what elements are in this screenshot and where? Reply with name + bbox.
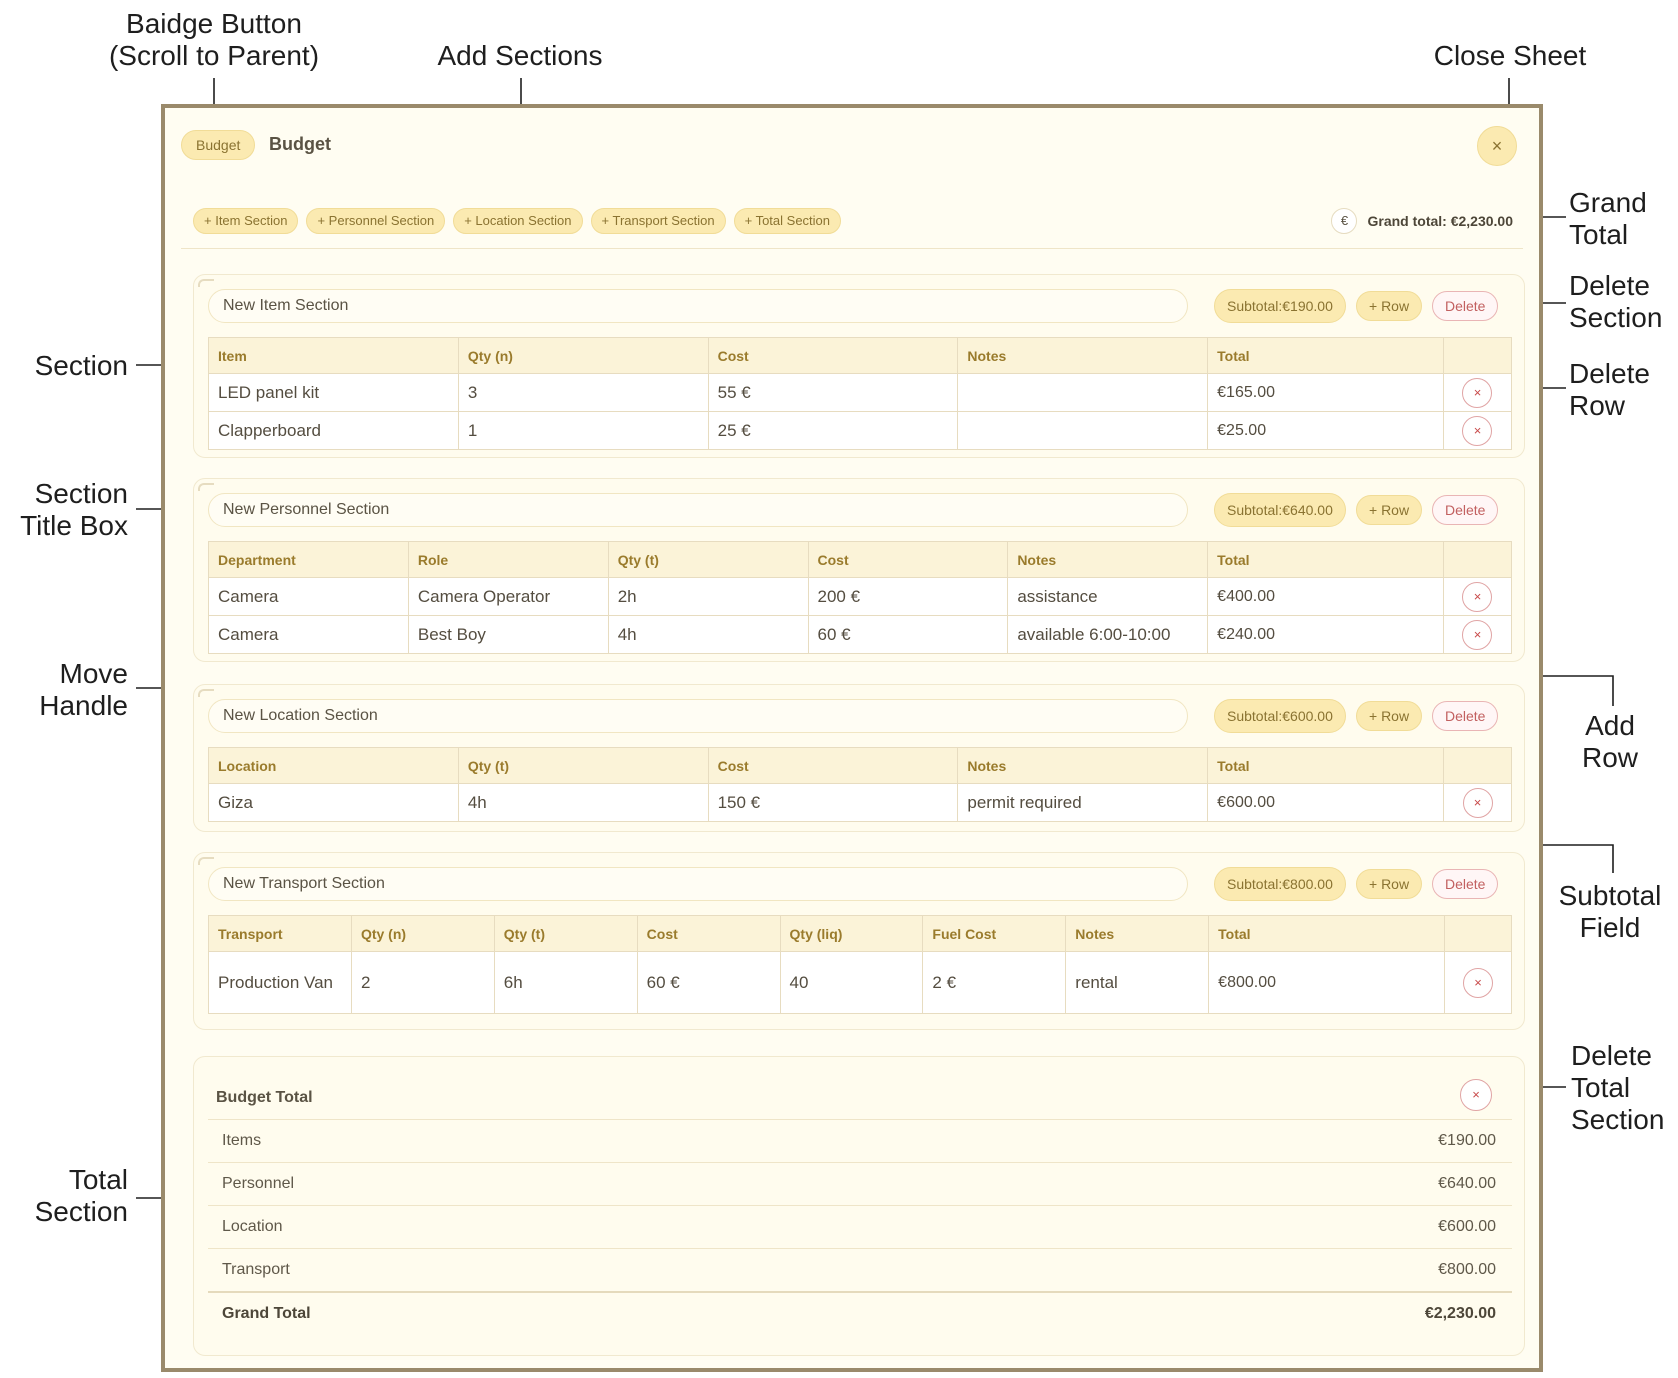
item-table [208,337,1512,450]
subtotal-field: Subtotal:€800.00 [1214,867,1346,901]
euro-icon: € [1331,208,1357,234]
table-header-row [209,542,1512,578]
table-row [209,412,1512,450]
section-title-box[interactable]: New Transport Section [208,867,1188,901]
column-header: Fuel Cost [923,916,1066,952]
row-total: €240.00 [1208,616,1444,654]
column-header [1443,542,1511,578]
column-header: Department [209,542,409,578]
annotation-close-sheet: Close Sheet [1433,40,1587,71]
column-header [1444,748,1512,784]
column-header: Total [1208,338,1444,374]
total-line-items [208,1119,1512,1162]
grand-total-label: Grand total: €2,230.00 [1367,213,1513,229]
item-section [193,274,1525,458]
total-line-label: Personnel [222,1175,295,1192]
column-header: Role [408,542,608,578]
table-cell[interactable] [958,412,1208,450]
add-section-toolbar [193,208,841,234]
table-cell[interactable]: 60 € [808,616,1008,654]
delete-section-button[interactable]: Delete [1432,495,1498,525]
row-action-cell [1444,952,1511,1014]
subtotal-field: Subtotal:€190.00 [1214,289,1346,323]
column-header: Cost [708,338,958,374]
add-row-button[interactable]: + Row [1356,495,1422,525]
annotation-section: Section [34,350,128,381]
move-handle-icon[interactable] [198,689,214,697]
add-item-section-button[interactable]: + Item Section [193,208,298,234]
table-cell[interactable]: 2 € [923,952,1066,1014]
table-cell[interactable]: assistance [1008,578,1208,616]
table-header-row [209,338,1512,374]
row-action-cell [1443,412,1511,450]
annotation-delete-total-section: Delete Total Section [1571,1040,1665,1135]
total-line-transport [208,1248,1512,1291]
table-row [209,952,1512,1014]
move-handle-icon[interactable] [198,857,214,865]
table-cell[interactable]: LED panel kit [209,374,459,412]
add-row-button[interactable]: + Row [1356,701,1422,731]
add-location-section-button[interactable]: + Location Section [453,208,582,234]
location-section [193,684,1525,832]
table-cell[interactable]: 150 € [708,784,958,822]
annotation-delete-section: Delete Section [1569,270,1663,333]
annotation-total-section: Total Section [34,1164,128,1227]
table-cell[interactable]: 55 € [708,374,958,412]
column-header: Item [209,338,459,374]
table-cell[interactable]: 3 [458,374,708,412]
column-header: Cost [708,748,958,784]
table-cell[interactable]: 40 [780,952,923,1014]
table-row [209,578,1512,616]
annotation-grand-total: Grand Total [1569,187,1647,250]
badge-button[interactable]: Budget [181,130,255,160]
total-line-label: Items [222,1132,262,1149]
location-table [208,747,1512,822]
table-cell[interactable]: Camera Operator [408,578,608,616]
table-cell[interactable]: available 6:00-10:00 [1008,616,1208,654]
total-section [193,1056,1525,1356]
delete-row-button[interactable]: × [1463,968,1493,998]
total-line-location [208,1205,1512,1248]
row-action-cell [1443,616,1511,654]
column-header: Notes [1008,542,1208,578]
close-sheet-button[interactable] [1477,126,1517,166]
row-total: €600.00 [1208,784,1444,822]
add-total-section-button[interactable]: + Total Section [734,208,841,234]
row-action-cell [1443,578,1511,616]
transport-table [208,915,1512,1014]
row-action-cell [1444,784,1512,822]
table-cell[interactable]: Clapperboard [209,412,459,450]
annotation-delete-row: Delete Row [1569,358,1650,421]
column-header: Qty (t) [608,542,808,578]
annotation-section-title-box: Section Title Box [20,478,128,541]
table-cell[interactable]: 60 € [637,952,780,1014]
table-cell[interactable]: 4h [608,616,808,654]
delete-section-button[interactable]: Delete [1432,701,1498,731]
add-row-button[interactable]: + Row [1356,869,1422,899]
delete-section-button[interactable]: Delete [1432,869,1498,899]
annotation-add-sections: Add Sections [437,40,603,71]
column-header: Notes [958,748,1208,784]
table-row [209,616,1512,654]
section-title-box[interactable]: New Item Section [208,289,1188,323]
column-header: Notes [1066,916,1209,952]
section-title-box[interactable]: New Location Section [208,699,1188,733]
delete-total-section-button[interactable]: × [1460,1079,1492,1111]
row-action-cell [1443,374,1511,412]
annotation-badge-button: Baidge Button (Scroll to Parent) [108,8,320,71]
budget-sheet [161,104,1543,1372]
column-header: Total [1208,748,1444,784]
table-cell[interactable]: permit required [958,784,1208,822]
table-cell[interactable]: 2h [608,578,808,616]
total-line-value: €640.00 [1438,1175,1496,1192]
table-header-row [209,748,1512,784]
toolbar-divider [181,248,1523,249]
total-line-label: Transport [222,1261,290,1278]
annotation-subtotal-field: Subtotal Field [1558,880,1662,943]
table-cell[interactable]: Best Boy [408,616,608,654]
total-line-value: €600.00 [1438,1218,1496,1235]
row-total: €800.00 [1209,952,1445,1014]
move-handle-icon[interactable] [198,483,214,491]
row-total: €165.00 [1208,374,1444,412]
total-line-label: Location [222,1218,283,1235]
grand-total-line-value: €2,230.00 [1424,1305,1496,1322]
personnel-table [208,541,1512,654]
table-cell[interactable]: 4h [458,784,708,822]
row-total: €25.00 [1208,412,1444,450]
transport-section [193,852,1525,1030]
add-transport-section-button[interactable]: + Transport Section [591,208,726,234]
delete-row-button[interactable]: × [1462,620,1492,650]
annotation-move-handle: Move Handle [39,658,128,721]
sheet-header [165,108,1539,176]
table-cell[interactable]: Giza [209,784,459,822]
table-cell[interactable]: Camera [209,578,409,616]
add-row-button[interactable]: + Row [1356,291,1422,321]
sheet-title: Budget [269,134,331,154]
delete-row-button[interactable]: × [1462,582,1492,612]
table-cell[interactable]: 200 € [808,578,1008,616]
grand-total-line-label: Grand Total [222,1305,311,1322]
table-header-row [209,916,1512,952]
column-header: Cost [808,542,1008,578]
total-line-grand-total [208,1291,1512,1334]
table-cell[interactable]: Camera [209,616,409,654]
column-header: Location [209,748,459,784]
column-header [1443,338,1511,374]
total-line-personnel [208,1162,1512,1205]
row-total: €400.00 [1208,578,1444,616]
total-line-value: €190.00 [1438,1132,1496,1149]
column-header: Qty (liq) [780,916,923,952]
total-section-title: Budget Total [216,1089,313,1106]
delete-row-button[interactable]: × [1462,416,1492,446]
delete-row-button[interactable]: × [1462,378,1492,408]
section-title-box[interactable]: New Personnel Section [208,493,1188,527]
column-header: Cost [637,916,780,952]
table-row [209,784,1512,822]
table-cell[interactable] [958,374,1208,412]
add-personnel-section-button[interactable]: + Personnel Section [306,208,445,234]
column-header: Qty (t) [458,748,708,784]
column-header: Qty (n) [458,338,708,374]
column-header: Notes [958,338,1208,374]
column-header: Qty (t) [494,916,637,952]
column-header [1444,916,1511,952]
column-header: Total [1209,916,1445,952]
delete-row-button[interactable]: × [1463,788,1493,818]
grand-total [1331,208,1513,234]
move-handle-icon[interactable] [198,279,214,287]
column-header: Total [1208,542,1444,578]
table-cell[interactable]: 6h [494,952,637,1014]
table-cell[interactable]: rental [1066,952,1209,1014]
subtotal-field: Subtotal:€640.00 [1214,493,1346,527]
delete-section-button[interactable]: Delete [1432,291,1498,321]
personnel-section [193,478,1525,662]
close-icon: × [1491,136,1503,156]
total-line-value: €800.00 [1438,1261,1496,1278]
column-header: Qty (n) [351,916,494,952]
table-cell[interactable]: 25 € [708,412,958,450]
subtotal-field: Subtotal:€600.00 [1214,699,1346,733]
table-row [209,374,1512,412]
annotation-add-row: Add Row [1581,710,1638,773]
column-header: Transport [209,916,352,952]
table-cell[interactable]: 2 [351,952,494,1014]
table-cell[interactable]: 1 [458,412,708,450]
table-cell[interactable]: Production Van [209,952,352,1014]
